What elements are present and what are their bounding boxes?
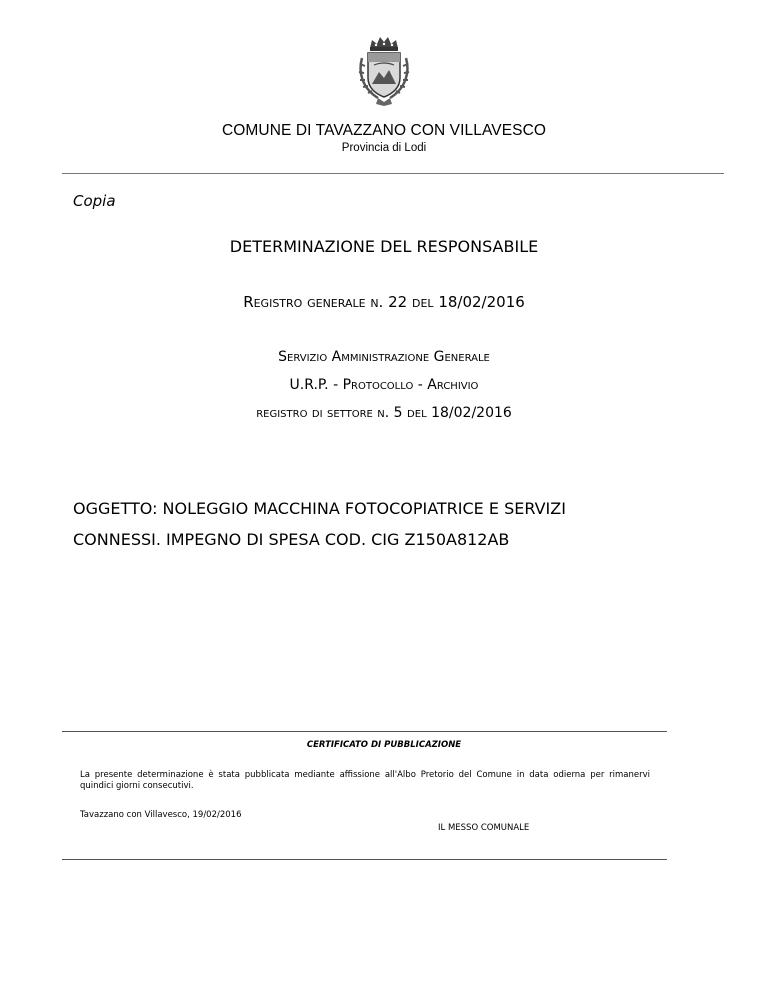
registro-settore-date: 18/02/2016 bbox=[431, 405, 512, 421]
header-divider bbox=[62, 173, 724, 174]
certificate-signatory: IL MESSO COMUNALE bbox=[438, 823, 530, 833]
certificate-body: La presente determinazione è stata pubblicata mediante affissione all'Albo Pretorio del Comune in data odierna per rimanervi quindici giorni consecutivi. bbox=[80, 770, 650, 791]
registro-settore-number: 5 bbox=[393, 405, 403, 421]
certificate-bottom-divider bbox=[62, 859, 667, 860]
coat-of-arms-icon bbox=[352, 34, 416, 108]
registro-generale-label: Registro generale n. bbox=[243, 293, 384, 311]
certificate-top-divider bbox=[62, 731, 667, 732]
registro-settore-del: del bbox=[407, 405, 427, 421]
certificate-title: CERTIFICATO DI PUBBLICAZIONE bbox=[306, 740, 462, 750]
document-type: DETERMINAZIONE DEL RESPONSABILE bbox=[229, 237, 539, 256]
registro-generale-number: 22 bbox=[388, 293, 408, 311]
oggetto-block bbox=[73, 493, 693, 555]
copy-label: Copia bbox=[73, 192, 116, 210]
province-name: Provincia di Lodi bbox=[341, 142, 427, 154]
registro-settore-label: registro di settore n. bbox=[256, 405, 390, 421]
ufficio-name: U.R.P. - Protocollo - Archivio bbox=[289, 377, 479, 393]
certificate-place-date: Tavazzano con Villavesco, 19/02/2016 bbox=[80, 810, 242, 820]
servizio-name: Servizio Amministrazione Generale bbox=[278, 349, 490, 365]
registro-generale-del: del bbox=[411, 293, 434, 311]
registro-settore bbox=[0, 405, 768, 421]
registro-generale-date: 18/02/2016 bbox=[438, 293, 525, 311]
oggetto-line-2: CONNESSI. IMPEGNO DI SPESA COD. CIG Z150A812AB bbox=[73, 530, 510, 549]
registro-generale bbox=[0, 293, 768, 311]
municipality-name: COMUNE DI TAVAZZANO CON VILLAVESCO bbox=[221, 122, 547, 139]
oggetto-line-1: OGGETTO: NOLEGGIO MACCHINA FOTOCOPIATRICE E SERVIZI bbox=[73, 499, 566, 518]
